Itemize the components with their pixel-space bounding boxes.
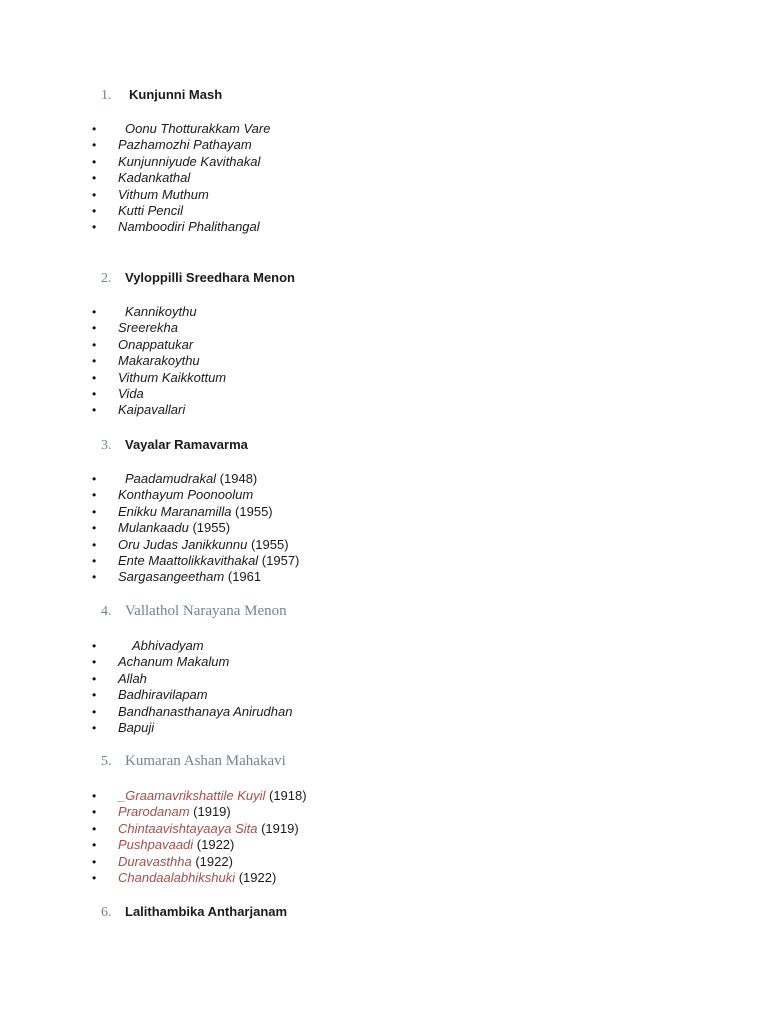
bullet-icon: •: [92, 821, 97, 836]
list-item: • Duravasthha (1922): [92, 853, 233, 869]
item-link[interactable]: Duravasthha: [118, 853, 192, 869]
section-1-list: [0, 121, 270, 236]
section-number: 6.: [101, 905, 112, 920]
bullet-icon: •: [92, 720, 97, 735]
list-item: • Sreerekha: [92, 320, 178, 336]
bullet-icon: •: [92, 854, 97, 869]
bullet-icon: •: [92, 521, 97, 536]
item-link[interactable]: Pushpavaadi: [118, 837, 194, 853]
list-item: • Sargasangeetham (1961: [92, 569, 262, 585]
list-item: • Oonu Thotturakkam Vare: [92, 121, 271, 136]
section-title: Lalithambika Antharjanam: [125, 904, 288, 919]
list-item: • Badhiravilapam: [92, 687, 208, 703]
list-item: • Makarakoythu: [92, 353, 200, 369]
list-item: • Onappatukar: [92, 336, 194, 352]
list-item: • Kutti Pencil: [92, 202, 184, 218]
list-item: • Konthayum Poonoolum: [92, 487, 254, 503]
section-5-heading: [101, 753, 286, 770]
list-item: • Vithum Kaikkottum: [92, 369, 227, 385]
bullet-icon: •: [92, 704, 97, 719]
list-item: • Achanum Makalum: [92, 654, 230, 670]
section-2-heading: [101, 270, 295, 287]
section-6-heading: [101, 904, 287, 921]
bullet-icon: •: [92, 688, 97, 703]
bullet-icon: •: [92, 403, 97, 418]
list-item: • Oru Judas Janikkunnu (1955): [92, 536, 289, 552]
bullet-icon: •: [92, 138, 97, 153]
section-number: 3.: [101, 438, 112, 453]
section-3-heading: [101, 437, 248, 454]
bullet-icon: •: [92, 354, 97, 369]
section-title: Vallathol Narayana Menon: [125, 603, 287, 619]
section-5-list: [0, 788, 307, 886]
section-2-list: [0, 304, 226, 419]
bullet-icon: •: [92, 337, 97, 352]
section-number: 5.: [101, 754, 112, 769]
bullet-icon: •: [92, 122, 97, 136]
bullet-icon: •: [92, 789, 97, 803]
bullet-icon: •: [92, 154, 97, 169]
bullet-icon: •: [92, 220, 97, 235]
list-item: • Chintaavishtayaaya Sita (1919): [92, 820, 299, 836]
list-item: • _Graamavrikshattile Kuyil (1918): [92, 788, 307, 803]
section-title: Vayalar Ramavarma: [125, 437, 248, 452]
section-number: 1.: [101, 88, 112, 103]
list-item: • Pushpavaadi (1922): [92, 837, 235, 853]
list-item: • Mulankaadu (1955): [92, 520, 231, 536]
list-item: • Kadankathal: [92, 170, 191, 186]
bullet-icon: •: [92, 171, 97, 186]
bullet-icon: •: [92, 472, 97, 486]
list-item: • Kannikoythu: [92, 304, 197, 319]
item-link[interactable]: Prarodanam: [118, 804, 190, 820]
list-item: • Allah: [92, 670, 147, 686]
bullet-icon: •: [92, 203, 97, 218]
list-item: • Prarodanam (1919): [92, 804, 231, 820]
section-number: 2.: [101, 271, 112, 286]
list-item: • Paadamudrakal (1948): [92, 471, 258, 486]
bullet-icon: •: [92, 370, 97, 385]
bullet-icon: •: [92, 639, 97, 653]
section-1-heading: [101, 87, 222, 104]
bullet-icon: •: [92, 655, 97, 670]
bullet-icon: •: [92, 553, 97, 568]
list-item: • Chandaalabhikshuki (1922): [92, 869, 277, 885]
bullet-icon: •: [92, 386, 97, 401]
bullet-icon: •: [92, 321, 97, 336]
bullet-icon: •: [92, 537, 97, 552]
item-link[interactable]: _Graamavrikshattile Kuyil: [118, 788, 266, 803]
list-item: • Bandhanasthanaya Anirudhan: [92, 703, 293, 719]
list-item: • Vida: [92, 385, 144, 401]
bullet-icon: •: [92, 488, 97, 503]
bullet-icon: •: [92, 870, 97, 885]
section-3-list: [0, 471, 299, 586]
section-title: Kunjunni Mash: [129, 87, 223, 102]
bullet-icon: •: [92, 671, 97, 686]
bullet-icon: •: [92, 504, 97, 519]
section-title: Vyloppilli Sreedhara Menon: [125, 270, 295, 285]
bullet-icon: •: [92, 187, 97, 202]
bullet-icon: •: [92, 570, 97, 585]
list-item: • Pazhamozhi Pathayam: [92, 137, 252, 153]
list-item: • Bapuji: [92, 719, 155, 735]
section-4-list: [0, 638, 292, 736]
section-title: Kumaran Ashan Mahakavi: [125, 753, 286, 769]
bullet-icon: •: [92, 805, 97, 820]
list-item: • Kaipavallari: [92, 402, 186, 418]
item-link[interactable]: Chintaavishtayaaya Sita: [118, 820, 258, 836]
bullet-icon: •: [92, 838, 97, 853]
section-number: 4.: [101, 604, 112, 619]
list-item: • Kunjunniyude Kavithakal: [92, 153, 261, 169]
list-item: • Ente Maattolikkavithakal (1957): [92, 552, 300, 568]
list-item: • Enikku Maranamilla (1955): [92, 503, 273, 519]
list-item: • Vithum Muthum: [92, 186, 209, 202]
list-item: • Abhivadyam: [92, 638, 204, 653]
list-item: • Namboodiri Phalithangal: [92, 219, 260, 235]
item-link[interactable]: Chandaalabhikshuki: [118, 869, 236, 885]
bullet-icon: •: [92, 305, 97, 319]
section-4-heading: [101, 603, 287, 620]
